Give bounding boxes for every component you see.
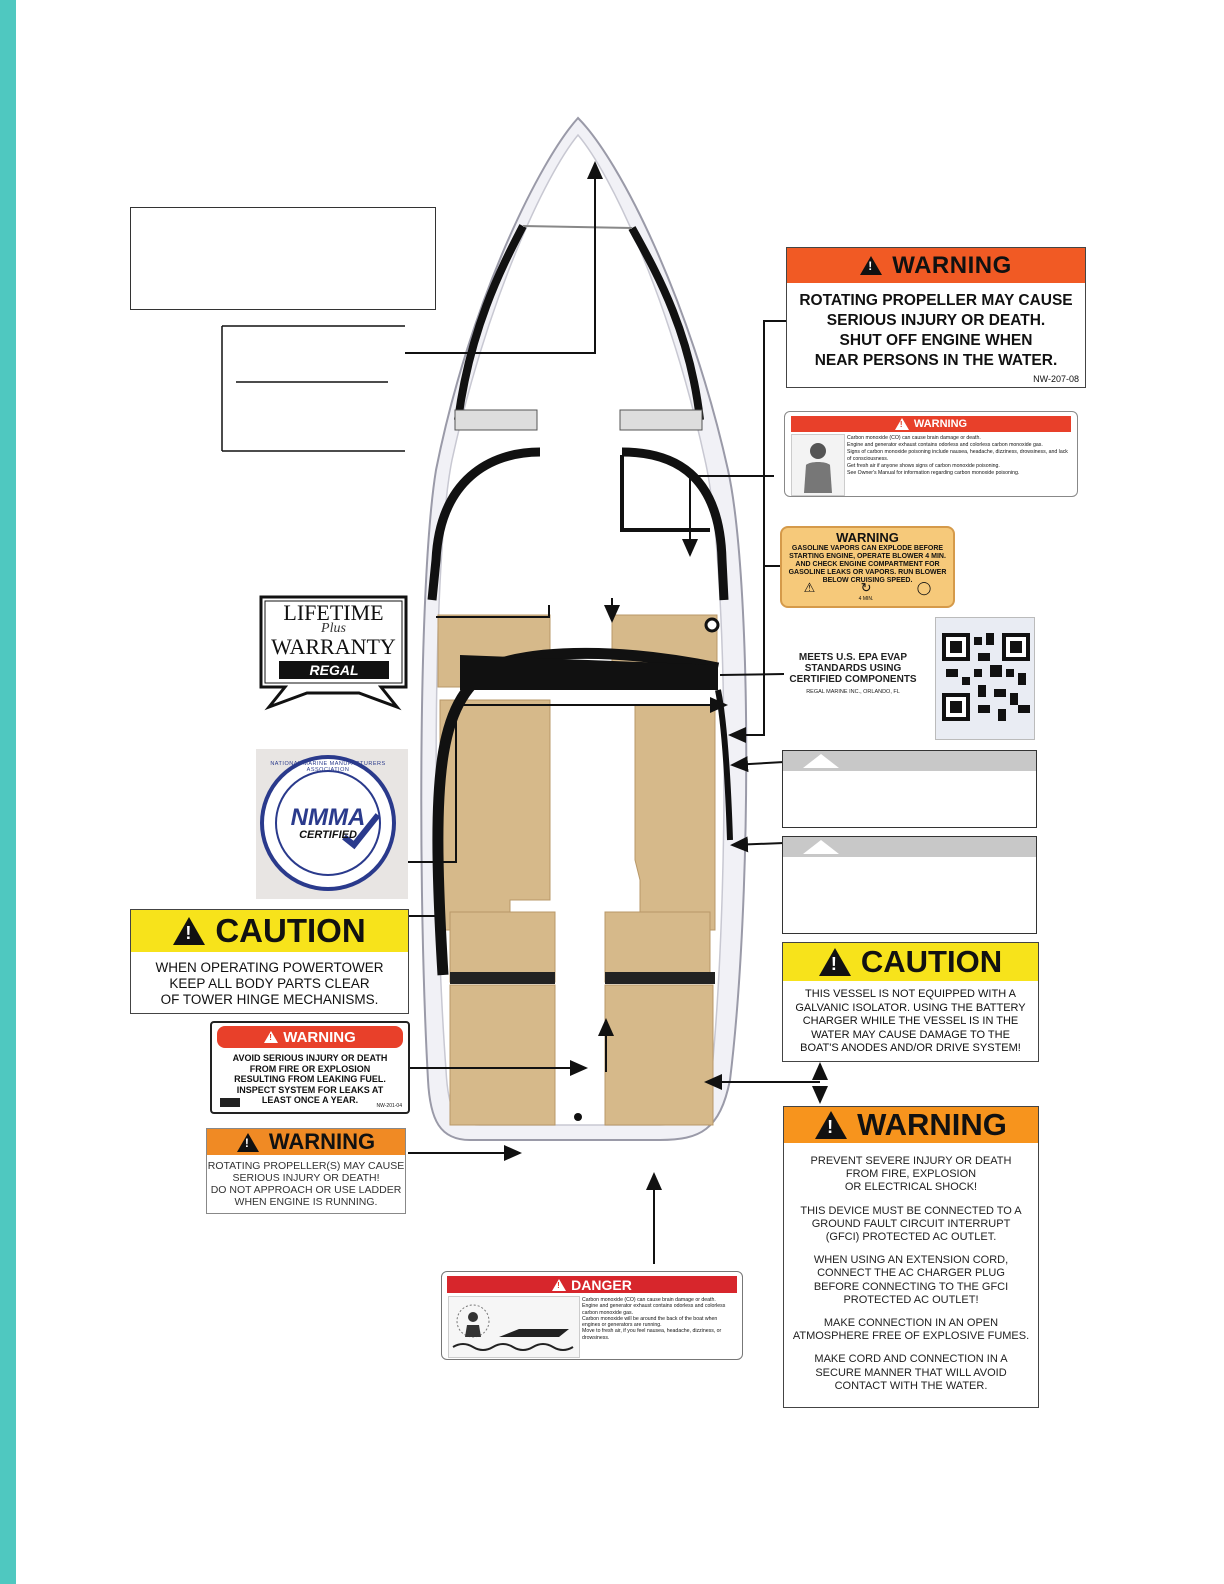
label-line: WATER MAY CAUSE DAMAGE TO THE [811, 1028, 1010, 1041]
warning-propeller-label [786, 247, 1086, 388]
warning-triangle-icon [895, 418, 909, 430]
label-line: MEETS U.S. EPA EVAP [798, 652, 908, 663]
blower-icon: ↻ [860, 580, 872, 595]
explosion-icon: ⚠ [803, 580, 816, 595]
blank-label-box [130, 207, 436, 310]
label-line: PROTECTED AC OUTLET! [843, 1293, 979, 1306]
label-line: MAKE CORD AND CONNECTION IN A [814, 1353, 1008, 1366]
co-body-diagram-icon [791, 434, 845, 496]
label-header: CAUTION [215, 912, 366, 949]
label-line: Get fresh air if anyone shows signs of carbon monoxide poisoning. [847, 463, 1000, 469]
warning-triangle-icon [815, 1111, 847, 1139]
label-line: Carbon monoxide (CO) can cause brain damage or death. [847, 435, 981, 441]
label-header: WARNING [892, 251, 1012, 279]
label-line: WHEN ENGINE IS RUNNING. [234, 1196, 378, 1208]
qr-code-label [935, 617, 1035, 740]
warranty-line: WARRANTY [271, 634, 396, 659]
blank-warning-label-2 [782, 836, 1037, 934]
label-header: DANGER [571, 1276, 632, 1293]
regal-brand-logo: REGAL [309, 662, 359, 678]
label-line: DO NOT APPROACH OR USE LADDER [210, 1184, 402, 1196]
warranty-line: Plus [321, 621, 346, 636]
label-line: ROTATING PROPELLER(S) MAY CAUSE [207, 1160, 405, 1172]
label-line: SERIOUS INJURY OR DEATH! [232, 1172, 380, 1184]
cushion-right-aft [605, 912, 710, 982]
label-line: THIS DEVICE MUST BE CONNECTED TO A [800, 1204, 1022, 1217]
label-line: GROUND FAULT CIRCUIT INTERRUPT [811, 1217, 1011, 1230]
label-line: Engine and generator exhaust contains odorless and colorless carbon monoxide gas. [582, 1303, 726, 1316]
warning-fuel-leak-label [210, 1021, 410, 1114]
label-code: NW-201-04 [376, 1103, 402, 1109]
label-header: WARNING [857, 1107, 1007, 1142]
warning-carbon-monoxide-label [784, 411, 1078, 497]
sunpad-right [605, 985, 713, 1125]
cushion-right-mid [635, 705, 715, 930]
warning-ac-charger-label [783, 1106, 1039, 1408]
label-paragraph [784, 1307, 1038, 1343]
label-line: LEAST ONCE A YEAR. [261, 1095, 359, 1105]
label-line: FROM FIRE, EXPLOSION [845, 1168, 977, 1181]
cushion-left-aft [450, 912, 555, 982]
label-header: WARNING [283, 1028, 356, 1046]
nmma-logo-icon [220, 1098, 240, 1107]
label-code: NW-207-08 [1033, 374, 1079, 384]
label-line: Signs of carbon monoxide poisoning include nausea, headache, dizziness, drowsiness, and lack of consciousness. [847, 449, 1068, 462]
label-line: WHEN USING AN EXTENSION CORD, [813, 1254, 1009, 1267]
nmma-ring-text: NATIONAL MARINE MANUFACTURERS ASSOCIATION [270, 761, 386, 773]
label-line: CERTIFIED COMPONENTS [789, 674, 917, 685]
label-line: See Owner's Manual for information regarding carbon monoxide poisoning. [847, 470, 1020, 476]
danger-carbon-monoxide-label [441, 1271, 743, 1360]
epa-standards-label [784, 652, 922, 698]
label-line: CHARGER WHILE THE VESSEL IS IN THE [802, 1015, 1019, 1027]
qr-code-icon [942, 632, 1030, 722]
label-line: WHEN OPERATING POWERTOWER [155, 960, 384, 975]
label-line: KEEP ALL BODY PARTS CLEAR [169, 976, 370, 991]
label-header: WARNING [913, 418, 968, 430]
icon-caption: 4 MIN. [858, 596, 874, 602]
label-line: FROM FIRE OR EXPLOSION [249, 1063, 371, 1074]
label-paragraph [784, 1195, 1038, 1245]
warning-triangle-icon [860, 256, 882, 275]
nmma-certified: CERTIFIED [299, 829, 357, 841]
label-line: OF TOWER HINGE MECHANISMS. [160, 992, 379, 1007]
label-line: AVOID SERIOUS INJURY OR DEATH [232, 1053, 388, 1063]
label-line: SECURE MANNER THAT WILL AVOID [815, 1366, 1007, 1379]
label-body: GASOLINE VAPORS CAN EXPLODE BEFORE STARTING ENGINE, OPERATE BLOWER 4 MIN. AND CHECK ENGINE COMPARTMENT FOR GASOLINE LEAKS OR VAPORS. RUN BLOWER BELOW CRUISING SPEED. [788, 545, 947, 584]
label-line: BOAT'S ANODES AND/OR DRIVE SYSTEM! [800, 1042, 1021, 1054]
label-sub: REGAL MARINE INC., ORLANDO, FL [806, 689, 900, 695]
triangle-icon [803, 840, 839, 854]
label-line: Engine and generator exhaust contains odorless and colorless carbon monoxide gas. [847, 442, 1043, 448]
warning-triangle-icon [264, 1031, 278, 1043]
nmma-certified-seal [256, 749, 408, 899]
label-header: WARNING [836, 530, 899, 545]
label-paragraph [784, 1343, 1038, 1393]
warning-propeller-ladder-label [206, 1128, 406, 1214]
label-line: NEAR PERSONS IN THE WATER. [814, 352, 1058, 369]
warranty-line: LIFETIME [283, 600, 384, 625]
label-line: GALVANIC ISOLATOR. USING THE BATTERY [795, 1001, 1026, 1014]
warning-gasoline-vapors-label [780, 526, 955, 608]
label-line: BEFORE CONNECTING TO THE GFCI [813, 1280, 1009, 1293]
label-paragraph [784, 1244, 1038, 1307]
nmma-title: NMMA [290, 804, 366, 831]
caution-powertower-label [130, 909, 409, 1014]
warning-triangle-icon [173, 917, 205, 945]
label-line: Carbon monoxide (CO) can cause brain damage or death. [582, 1297, 716, 1303]
boat-exhaust-diagram-icon [448, 1296, 580, 1358]
label-line: CONTACT WITH THE WATER. [834, 1379, 988, 1392]
blank-warning-label-1 [782, 750, 1037, 828]
label-line: (GFCI) PROTECTED AC OUTLET. [825, 1231, 997, 1244]
label-header: WARNING [268, 1129, 376, 1154]
label-line: THIS VESSEL IS NOT EQUIPPED WITH A [805, 988, 1016, 1000]
label-line: CONNECT THE AC CHARGER PLUG [817, 1267, 1005, 1280]
label-line: ATMOSPHERE FREE OF EXPLOSIVE FUMES. [792, 1330, 1030, 1343]
sunpad-left [450, 985, 555, 1125]
label-line: SHUT OFF ENGINE WHEN [839, 332, 1033, 349]
label-line: STANDARDS USING [804, 663, 902, 674]
label-line: Move to fresh air, if you feel nausea, headache, dizziness, or drowsiness. [582, 1328, 722, 1341]
caution-galvanic-isolator-label [782, 942, 1039, 1062]
lifetime-warranty-badge [259, 595, 408, 711]
label-line: PREVENT SEVERE INJURY OR DEATH [810, 1155, 1012, 1167]
label-line: OR ELECTRICAL SHOCK! [844, 1181, 978, 1194]
label-line: RESULTING FROM LEAKING FUEL. [234, 1074, 386, 1084]
warning-triangle-icon [819, 948, 851, 976]
triangle-icon [803, 754, 839, 768]
label-header: CAUTION [860, 944, 1003, 979]
label-line: INSPECT SYSTEM FOR LEAKS AT [236, 1084, 384, 1095]
label-line: ROTATING PROPELLER MAY CAUSE [799, 292, 1073, 309]
label-paragraph [784, 1145, 1038, 1195]
engine-icon: ◯ [916, 580, 932, 595]
label-line: MAKE CONNECTION IN AN OPEN [823, 1317, 999, 1330]
warning-triangle-icon [237, 1133, 259, 1152]
warning-triangle-icon [552, 1279, 566, 1291]
label-line: SERIOUS INJURY OR DEATH. [826, 312, 1046, 329]
label-line: Carbon monoxide will be around the back of the boat when engines or generators are running. [582, 1315, 718, 1329]
